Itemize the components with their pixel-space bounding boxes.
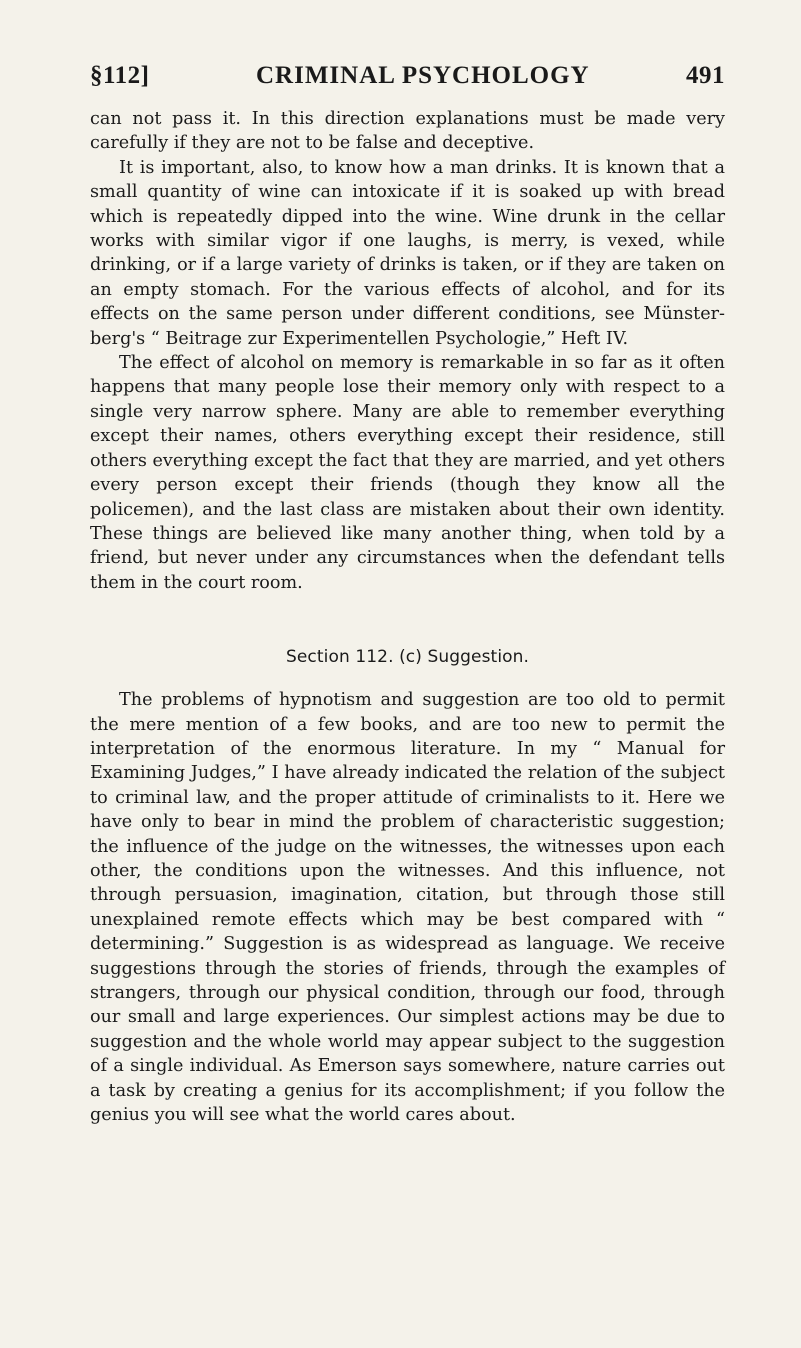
paragraph-continuation: can not pass it. In this direction explanations must be made very carefully if they are not to be false and deceptive. — [90, 109, 725, 154]
paragraph-alcohol-memory: The effect of alcohol on memory is remarkable in so far as it often happens that many people lose their memory only with respect to a single very narrow sphere. Many are able to remember everything except their names, others everything except their residence, still others everything except the fact that they are married, and yet others every person except their friends (though they know all the policemen), and the last class are mistaken about their own identity. These things are believed like many another thing, when told by a friend, but never under any circumstances when the defendant tells them in the court room. — [90, 353, 725, 593]
paragraph-alcohol-drinking: It is important, also, to know how a man drinks. It is known that a small quantity of wine can intoxicate if it is soaked up with bread which is repeatedly dipped into the wine. Wine drunk in the cellar works with similar vigor if one laughs, is merry, is vexed, while drinking, or if a large variety of drinks is taken, or if they are taken on an empty stomach. For the various effects of alcohol, and for its effects on the same person under different conditions, see Münsterberg's “ Beitrage zur Experimentellen Psychologie,” Heft IV. — [90, 157, 725, 349]
section-heading: Section 112. (c) Suggestion. — [285, 647, 530, 668]
section-reference: §112] — [90, 62, 150, 89]
running-head — [90, 62, 725, 94]
paragraph-suggestion: The problems of hypnotism and suggestion are too old to permit the mere mention of a few books, and are too new to permit the interpretation of the enormous literature. In my “ Manual for Examining Judges,” I have already indicated the relation of the subject to criminal law, and the proper attitude of criminalists to it. Here we have only to bear in mind the problem of characteristic suggestion; the influence of the judge on the witnesses, the witnesses upon each other, the conditions upon the witnesses. And this influence, not through persuasion, imagination, citation, but through those still unexplained remote effects which may be best compared with “ determining.” Suggestion is as widespread as language. We receive suggestions through the stories of friends, through the examples of strangers, through our physical condition, through our food, through our small and large experiences. Our simplest actions may be due to suggestion and the whole world may appear subject to the suggestion of a single individual. As Emerson says somewhere, nature carries out a task by creating a genius for its accomplishment; if you follow the genius you will see what the world cares about. — [90, 690, 725, 1126]
body-text — [90, 107, 725, 1127]
running-title: CRIMINAL PSYCHOLOGY — [256, 62, 590, 89]
page-number: 491 — [686, 62, 725, 89]
